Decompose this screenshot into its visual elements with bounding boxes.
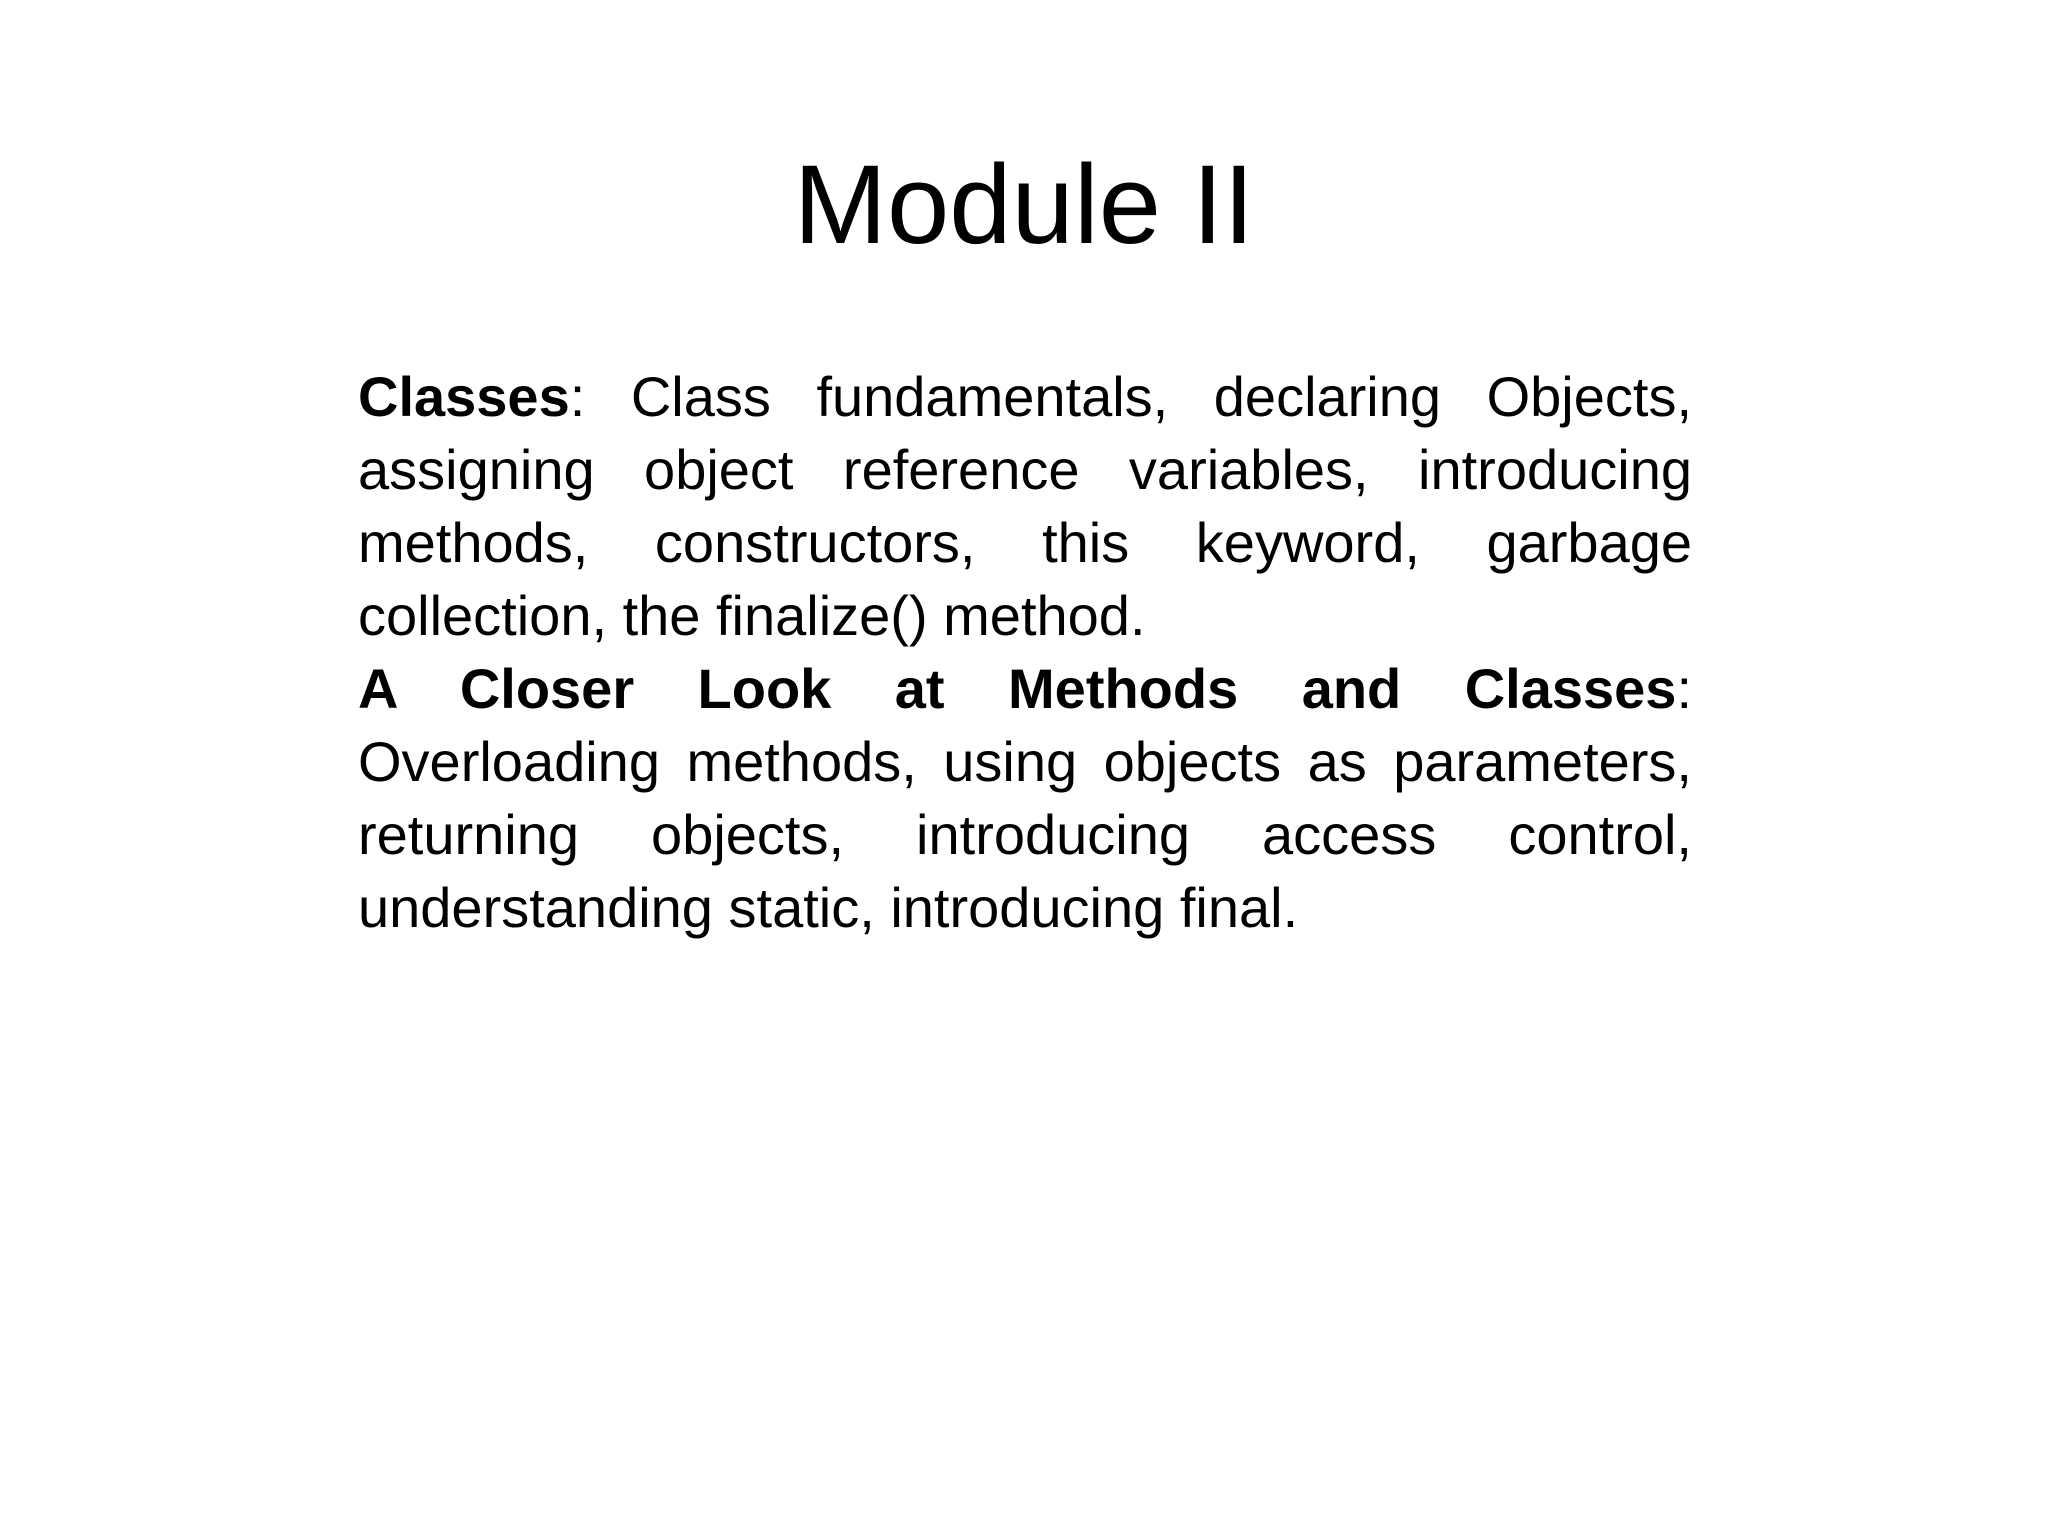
paragraph-heading: A Closer Look at Methods and Classes bbox=[358, 657, 1677, 720]
heading-separator: : bbox=[1676, 657, 1692, 720]
paragraph-methods-and-classes bbox=[358, 652, 1692, 944]
paragraph-heading: Classes bbox=[358, 365, 570, 428]
slide-body bbox=[358, 360, 1692, 944]
paragraph-classes bbox=[358, 360, 1692, 652]
heading-separator: : bbox=[569, 365, 586, 428]
paragraph-text: Overloading methods, using objects as parameters, returning objects, introducing access control, understanding static, introducing final. bbox=[358, 730, 1692, 939]
slide-title: Module II bbox=[793, 142, 1255, 267]
paragraph-text: Class fundamentals, declaring Objects, assigning object reference variables, introducing methods, constructors, this keyword, garbage collection, the finalize() method. bbox=[358, 365, 1692, 647]
